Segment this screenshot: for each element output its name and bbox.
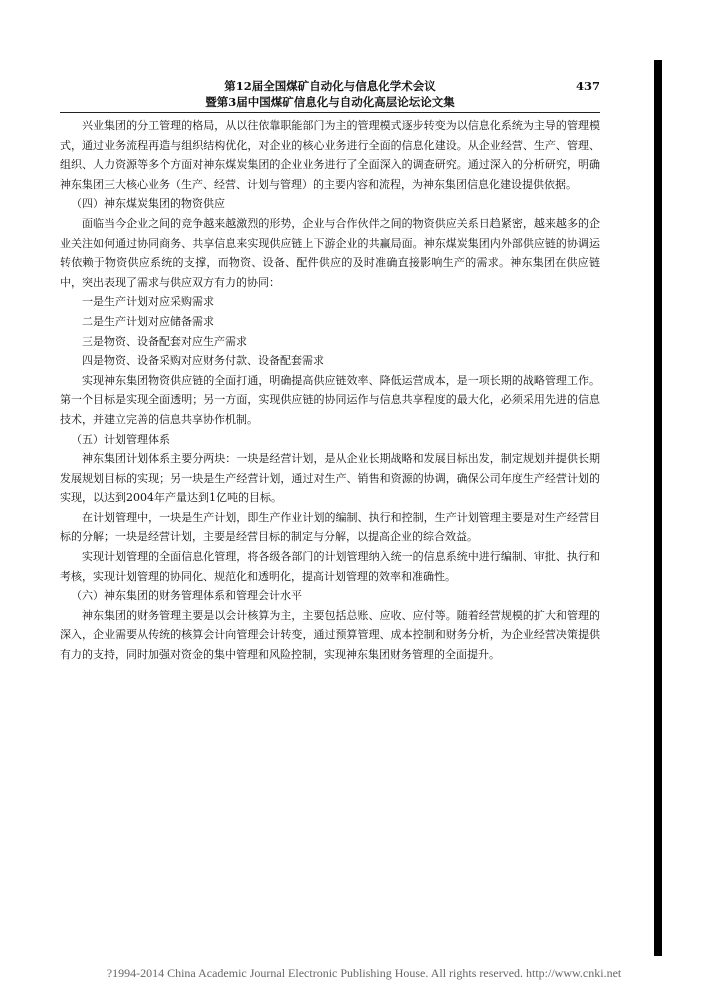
paragraph: 实现神东集团物资供应链的全面打通，明确提高供应链效率、降低运营成本，是一项长期的战略管理工作。第一个目标是实现全面透明；另一方面，实现供应链的协同运作与信息共享程度的最大化，必须采用先进的信息技术，并建立完善的信息共享协作机制。: [60, 373, 600, 426]
section-heading: （六）神东集团的财务管理体系和管理会计水平: [71, 589, 302, 603]
paragraph: 实现计划管理的全面信息化管理，将各级各部门的计划管理纳入统一的信息系统中进行编制、审批、执行和考核，实现计划管理的协同化、规范化和透明化，提高计划管理的效率和准确性。: [60, 550, 600, 583]
page-number: 437: [575, 79, 600, 93]
list-item: 二是生产计划对应储备需求: [82, 314, 214, 328]
list-item: 三是物资、设备配套对应生产需求: [82, 334, 247, 348]
scan-edge-bar: [654, 60, 662, 956]
running-header: [60, 78, 600, 110]
article-body: [60, 116, 600, 665]
header-forum-title: 暨第3届中国煤矿信息化与自动化高层论坛论文集: [205, 95, 455, 109]
paragraph: 神东集团的财务管理主要是以会计核算为主，主要包括总账、应收、应付等。随着经营规模的扩大和管理的深入，企业需要从传统的核算会计向管理会计转变，通过预算管理、成本控制和财务分析，为企业经营决策提供有力的支持，同时加强对资金的集中管理和风险控制，实现神东集团财务管理的全面提升。: [60, 608, 600, 662]
paragraph: 神东集团计划体系主要分两块：一块是经营计划，是从企业长期战略和发展目标出发，制定规划并提供长期发展规划目标的实现；另一块是生产经营计划，通过对生产、销售和资源的协调，确保公司年度生产经营计划的实现，以达到2004年产量达到1亿吨的目标。: [60, 452, 600, 505]
section-heading: （四）神东煤炭集团的物资供应: [71, 197, 225, 211]
header-rule: [60, 112, 600, 113]
section-heading: （五）计划管理体系: [71, 432, 170, 446]
list-item: 一是生产计划对应采购需求: [82, 295, 214, 309]
paragraph: 面临当今企业之间的竞争越来越激烈的形势，企业与合作伙伴之间的物资供应关系日趋紧密，越来越多的企业关注如何通过协同商务、共享信息来实现供应链上下游企业的共赢局面。神东煤炭集团内外部供应链的协调运转依赖于物资供应系统的支撑，而物资、设备、配件供应的及时准确直接影响生产的需求。神东集团在供应链中，突出表现了需求与供应双方有力的协同：: [60, 216, 600, 289]
copyright-footer: ?1994-2014 China Academic Journal Electronic Publishing House. All rights reserved. http://www.cnki.net: [106, 966, 622, 980]
paragraph: 在计划管理中，一块是生产计划，即生产作业计划的编制、执行和控制，生产计划管理主要是对生产经营目标的分解；一块是经营计划，主要是经营目标的制定与分解，以提高企业的综合效益。: [60, 510, 600, 544]
header-conference-title: 第12届全国煤矿自动化与信息化学术会议: [224, 79, 436, 93]
paragraph: 兴业集团的分工管理的格局，从以往依靠职能部门为主的管理模式逐步转变为以信息化系统为主导的管理模式，通过业务流程再造与组织结构优化，对企业的核心业务进行全面的信息化建设。从企业经营、生产、管理、组织、人力资源等多个方面对神东煤炭集团的企业业务进行了全面深入的调查研究。通过深入的分析研究，明确神东集团三大核心业务（生产、经营、计划与管理）的主要内容和流程，为神东集团信息化建设提供依据。: [60, 119, 600, 191]
list-item: 四是物资、设备采购对应财务付款、设备配套需求: [82, 354, 324, 368]
